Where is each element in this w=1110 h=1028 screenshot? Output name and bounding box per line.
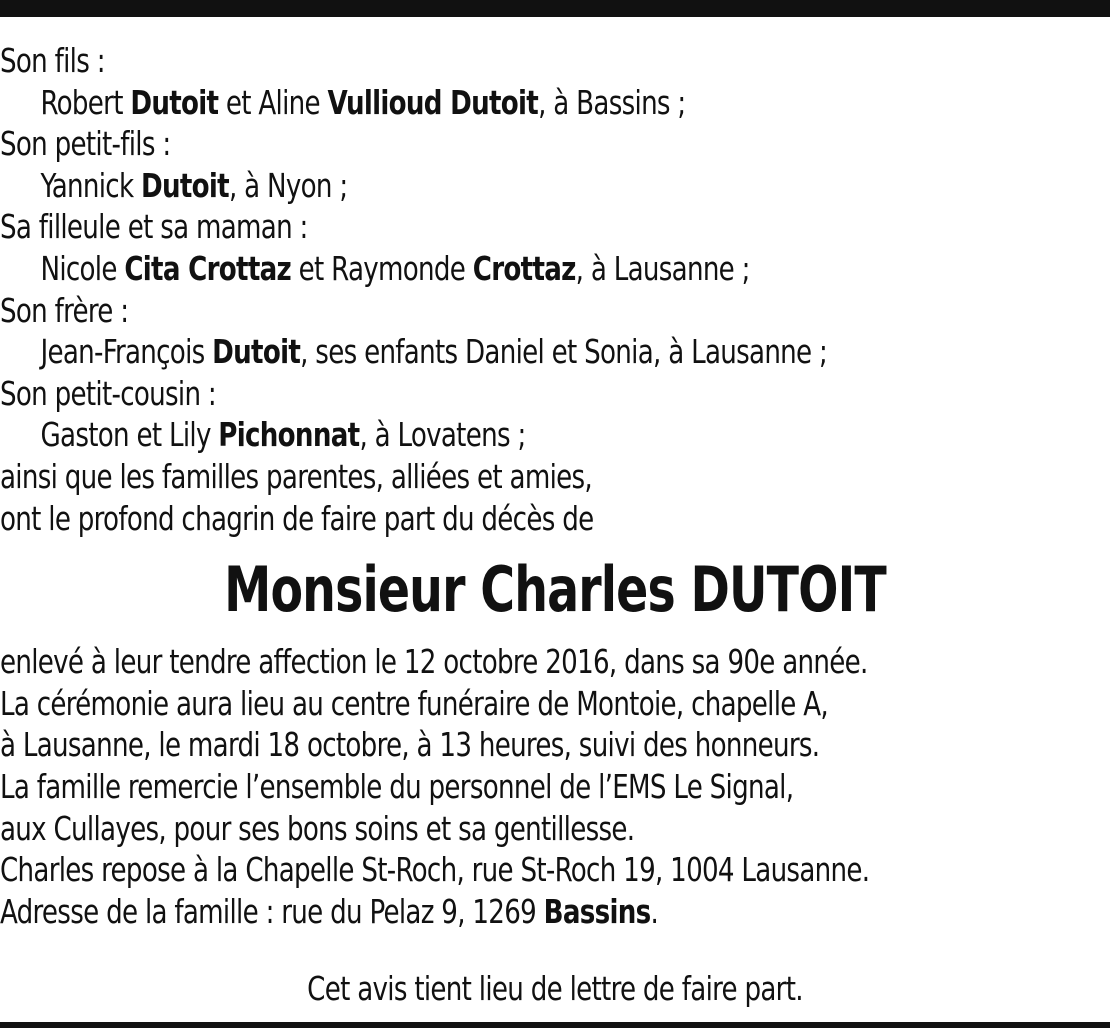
cousin-place: , à Lovatens ;: [359, 415, 526, 455]
details-line-6: Charles repose à la Chapelle St-Roch, rue St-Roch 19, 1004 Lausanne.: [0, 850, 870, 890]
details-line-1: enlevé à leur tendre affection le 12 octobre 2016, dans sa 90e année.: [0, 642, 868, 682]
son-place: , à Bassins ;: [538, 82, 686, 122]
son-entry: [0, 82, 977, 124]
goddaughter-last-name: Cita Crottaz: [124, 248, 292, 288]
brother-label: Son frère :: [0, 290, 129, 330]
brother-details: , ses enfants Daniel et Sonia, à Lausanne ;: [300, 332, 828, 372]
details-line-4: La famille remercie l’ensemble du personnel de l’EMS Le Signal,: [0, 766, 794, 806]
details-line-3: à Lausanne, le mardi 18 octobre, à 13 heures, suivi des honneurs.: [0, 725, 820, 765]
grandson-place: , à Nyon ;: [228, 165, 348, 205]
death-notice: [0, 40, 1110, 932]
top-rule: [0, 0, 1110, 17]
cousin-entry: [0, 414, 977, 456]
goddaughter-place: , à Lausanne ;: [575, 248, 750, 288]
bottom-rule: [0, 1022, 1110, 1028]
cousin-first-names: Gaston et Lily: [40, 415, 219, 455]
address-period: .: [650, 891, 659, 931]
goddaughter-entry: [0, 248, 977, 290]
son-first-name: Robert: [40, 82, 131, 122]
grandson-entry: [0, 165, 977, 207]
mother-last-name: Crottaz: [472, 248, 576, 288]
grandson-first-name: Yannick: [40, 165, 141, 205]
son-label: Son fils :: [0, 41, 105, 80]
grandson-last-name: Dutoit: [140, 165, 229, 205]
son-last-name: Dutoit: [130, 82, 219, 122]
daughter-in-law-last-name: Vullioud Dutoit: [327, 82, 539, 122]
deceased-name: Monsieur Charles DUTOIT: [224, 553, 886, 627]
cousin-last-name: Pichonnat: [218, 415, 360, 455]
goddaughter-first-name: Nicole: [40, 248, 125, 288]
brother-last-name: Dutoit: [212, 332, 301, 372]
details-line-2: La cérémonie aura lieu au centre funéraire de Montoie, chapelle A,: [0, 683, 829, 723]
details-line-5: aux Cullayes, pour ses bons soins et sa gentillesse.: [0, 808, 635, 848]
notice-details: [0, 641, 1110, 932]
brother-entry: [0, 331, 977, 373]
goddaughter-conjunction: et Raymonde: [291, 248, 473, 288]
cousin-label: Son petit-cousin :: [0, 373, 217, 413]
details-line-7: [0, 891, 977, 933]
grandson-label: Son petit-fils :: [0, 124, 171, 164]
closing-line: Cet avis tient lieu de lettre de faire part.: [307, 969, 803, 1008]
son-conjunction: et Aline: [218, 82, 328, 122]
goddaughter-label: Sa filleule et sa maman :: [0, 207, 308, 247]
family-address: Adresse de la famille : rue du Pelaz 9, 1269: [0, 891, 544, 931]
family-town: Bassins: [543, 891, 651, 931]
announcement-line: ont le profond chagrin de faire part du décès de: [0, 498, 594, 538]
brother-first-name: Jean-François: [40, 332, 213, 372]
relatives-line: ainsi que les familles parentes, alliées et amies,: [0, 456, 593, 496]
